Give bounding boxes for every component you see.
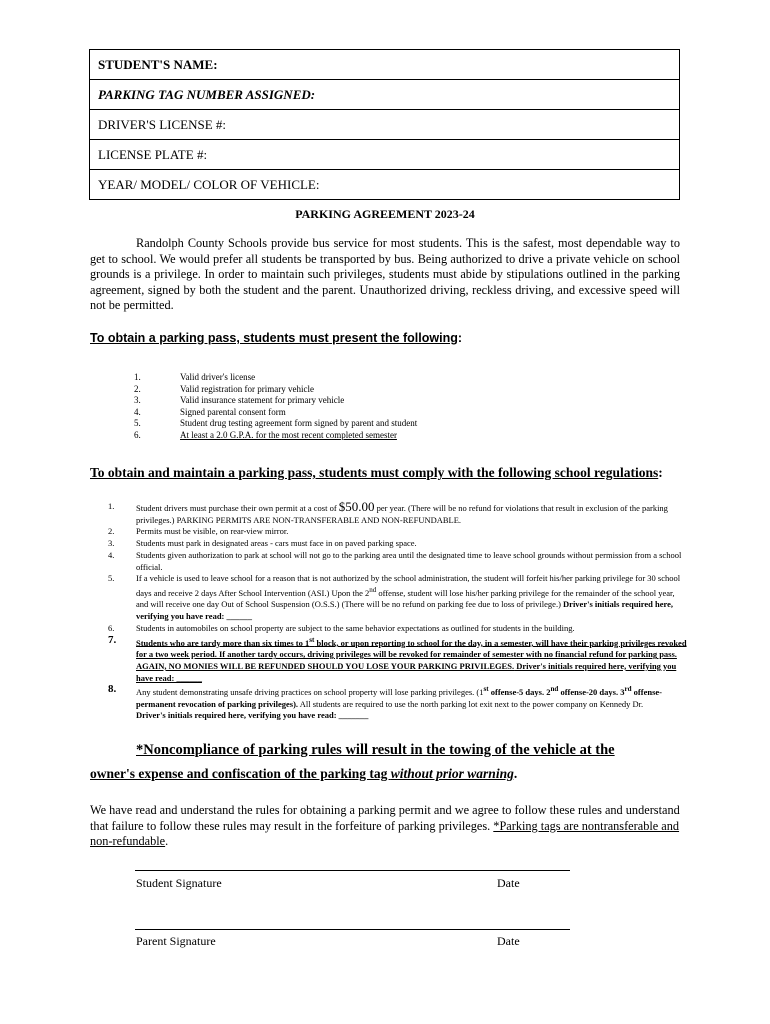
rule-number: 8. — [108, 683, 117, 696]
item-number: 5. — [134, 418, 141, 429]
rule-8 — [108, 684, 688, 722]
requirements-list — [120, 372, 417, 442]
list-item — [120, 384, 417, 396]
rule-number: 3. — [108, 538, 115, 549]
item-number: 2. — [134, 383, 141, 394]
student-signature-label: Student Signature — [136, 876, 222, 890]
rule-text: If a vehicle is used to leave school for a reason that is not authorized by the school administration, the student will forfeit his/her parking privilege for 30 school days and receive 2 days After School Intervention (ASI.) Upon the 2 — [136, 573, 681, 598]
drivers-license-field[interactable]: DRIVER'S LICENSE #: — [90, 110, 680, 140]
list-item — [120, 407, 417, 419]
rule-text: Students given authorization to park at school will not go to the parking area until the designated time to leave school grounds without permission from a school official. — [136, 549, 682, 572]
page-title: PARKING AGREEMENT 2023-24 — [295, 207, 475, 221]
rule-4 — [108, 550, 688, 573]
rules-heading-text: To obtain and maintain a parking pass, students must comply with the following school regulations — [90, 465, 659, 480]
rule-text: Student drivers must purchase their own permit at a cost of — [136, 503, 339, 513]
parent-date-label: Date — [497, 934, 520, 948]
rule-superscript: st — [483, 685, 489, 694]
rule-number: 2. — [108, 526, 115, 537]
parking-tag-field[interactable]: PARKING TAG NUMBER ASSIGNED: — [90, 80, 680, 110]
rule-2 — [108, 526, 688, 538]
rule-superscript: nd — [369, 585, 377, 594]
rule-text: Permits must be visible, on rear-view mirror. — [136, 526, 289, 537]
rule-number: 5. — [108, 573, 115, 584]
list-item — [120, 418, 417, 430]
list-item — [120, 395, 417, 407]
rule-text: Students must park in designated areas - cars must face in on paved parking space. — [136, 538, 417, 549]
agreement-paragraph: We have read and understand the rules for obtaining a parking permit and we agree to follow these rules and understand that failure to follow these rules may result in the forfeiture of parking privileges. *Parking tags are nontransferable and non-refundable. — [90, 803, 680, 848]
item-text: Valid insurance statement for primary vehicle — [180, 395, 345, 406]
rule-5 — [108, 573, 688, 623]
rule-text: Students in automobiles on school property are subject to the same behavior expectations as outlined for students in the building. — [136, 622, 575, 633]
initials-line[interactable]: Driver's initials required here, verifying you have read: ______ — [136, 599, 674, 622]
rule-number: 6. — [108, 622, 115, 633]
agreement-note: *Parking tags are nontransferable and non-refundable — [90, 818, 680, 848]
rule-text: Students who are tardy more than six times to 1 — [136, 637, 310, 648]
rule-number: 1. — [108, 501, 115, 511]
rule-superscript: nd — [550, 685, 559, 694]
permit-cost: $50.00 — [338, 499, 375, 514]
warning-emphasis: without prior warning — [390, 766, 514, 781]
rule-superscript: st — [309, 635, 315, 644]
rule-text: offense-5 days. 2 — [488, 687, 551, 698]
parent-signature-line[interactable] — [135, 929, 570, 930]
item-number: 6. — [134, 429, 141, 440]
rule-text: per year. (There will be no refund for violations that result in exclusion of the parking privileges.) PARKING PERMITS ARE NON-TRANSFERABLE AND NON-REFUNDABLE. — [136, 503, 668, 525]
rule-7 — [108, 635, 688, 685]
initials-line[interactable]: Driver's initials required here, verifying you have read: ______ — [136, 660, 677, 683]
rule-number: 4. — [108, 549, 115, 560]
rule-text: Any student demonstrating unsafe driving practices on school property will lose parking privileges. (1 — [136, 687, 484, 698]
warning-text: owner's expense and confiscation of the parking tag — [90, 766, 391, 781]
rule-6 — [108, 623, 688, 635]
item-text: At least a 2.0 G.P.A. for the most recent completed semester — [180, 429, 397, 440]
agreement-text: We have read and understand the rules for obtaining a parking permit and we agree to follow these rules and understand that failure to follow these rules may result in the forfeiture of parking privileges. — [90, 803, 680, 833]
student-name-field[interactable]: STUDENT'S NAME: — [90, 50, 680, 80]
item-text: Valid driver's license — [180, 372, 256, 382]
rule-text: block, or upon reporting to school for the day, in a semester, will have their parking privileges revoked for a two week period. If another tardy occurs, driving privileges will be revoked for remainder of semester with no financial refund for parking pass. AGAIN, NO MONIES WILL BE REFUNDED SHOULD YOU LOSE YOUR PARKING PRIVILEGES. — [136, 637, 687, 671]
vehicle-field[interactable]: YEAR/ MODEL/ COLOR OF VEHICLE: — [90, 170, 680, 200]
requirements-heading-text: To obtain a parking pass, students must present the following — [90, 331, 458, 345]
student-date-label: Date — [497, 876, 520, 890]
rule-text: offense, student will lose his/her parking privilege for the remainder of the school year, and will receive one day Out of School Suspension (O.S.S.) (There will be no refund on parking fee due to loss of privilege.) — [136, 587, 675, 610]
item-number: 1. — [134, 372, 141, 382]
rule-text: All students are required to use the north parking lot exit next to the power company on Kennedy Dr. — [298, 698, 644, 709]
requirements-heading: To obtain a parking pass, students must present the following: — [90, 331, 463, 345]
rule-3 — [108, 538, 688, 550]
item-text: Student drug testing agreement form signed by parent and student — [180, 418, 418, 429]
rule-1 — [108, 501, 688, 526]
item-number: 3. — [134, 395, 141, 406]
rules-list — [108, 501, 688, 722]
rules-heading: To obtain and maintain a parking pass, students must comply with the following school regulations: — [90, 465, 663, 480]
item-number: 4. — [134, 406, 141, 417]
item-text: Valid registration for primary vehicle — [180, 383, 314, 394]
parent-signature-label: Parent Signature — [136, 934, 216, 948]
list-item — [120, 372, 417, 384]
item-text: Signed parental consent form — [180, 406, 286, 417]
warning-line-2: owner's expense and confiscation of the parking tag without prior warning. — [90, 766, 518, 781]
student-signature-line[interactable] — [135, 870, 570, 871]
intro-paragraph: Randolph County Schools provide bus service for most students. This is the safest, most dependable way to get to school. We would prefer all students be transported by bus. Being authorized to drive a private vehicle on school grounds is a privilege. In order to maintain such privileges, students must abide by stipulations outlined in the parking agreement, signed by both the student and the parent. Unauthorized driving, reckless driving, and excessive speed will not be permitted. — [90, 236, 680, 312]
rule-text: offense-20 days. 3 — [558, 687, 625, 698]
rule-number: 7. — [108, 633, 117, 646]
warning-line-1: *Noncompliance of parking rules will result in the towing of the vehicle at the — [136, 742, 615, 758]
list-item — [120, 430, 417, 442]
rule-superscript: rd — [624, 685, 632, 694]
license-plate-field[interactable]: LICENSE PLATE #: — [90, 140, 680, 170]
rule-text: offense- permanent revocation of parking privileges). — [136, 687, 662, 709]
student-info-table — [89, 49, 680, 200]
initials-line[interactable]: Driver's initials required here, verifying you have read: _______ — [136, 710, 369, 721]
